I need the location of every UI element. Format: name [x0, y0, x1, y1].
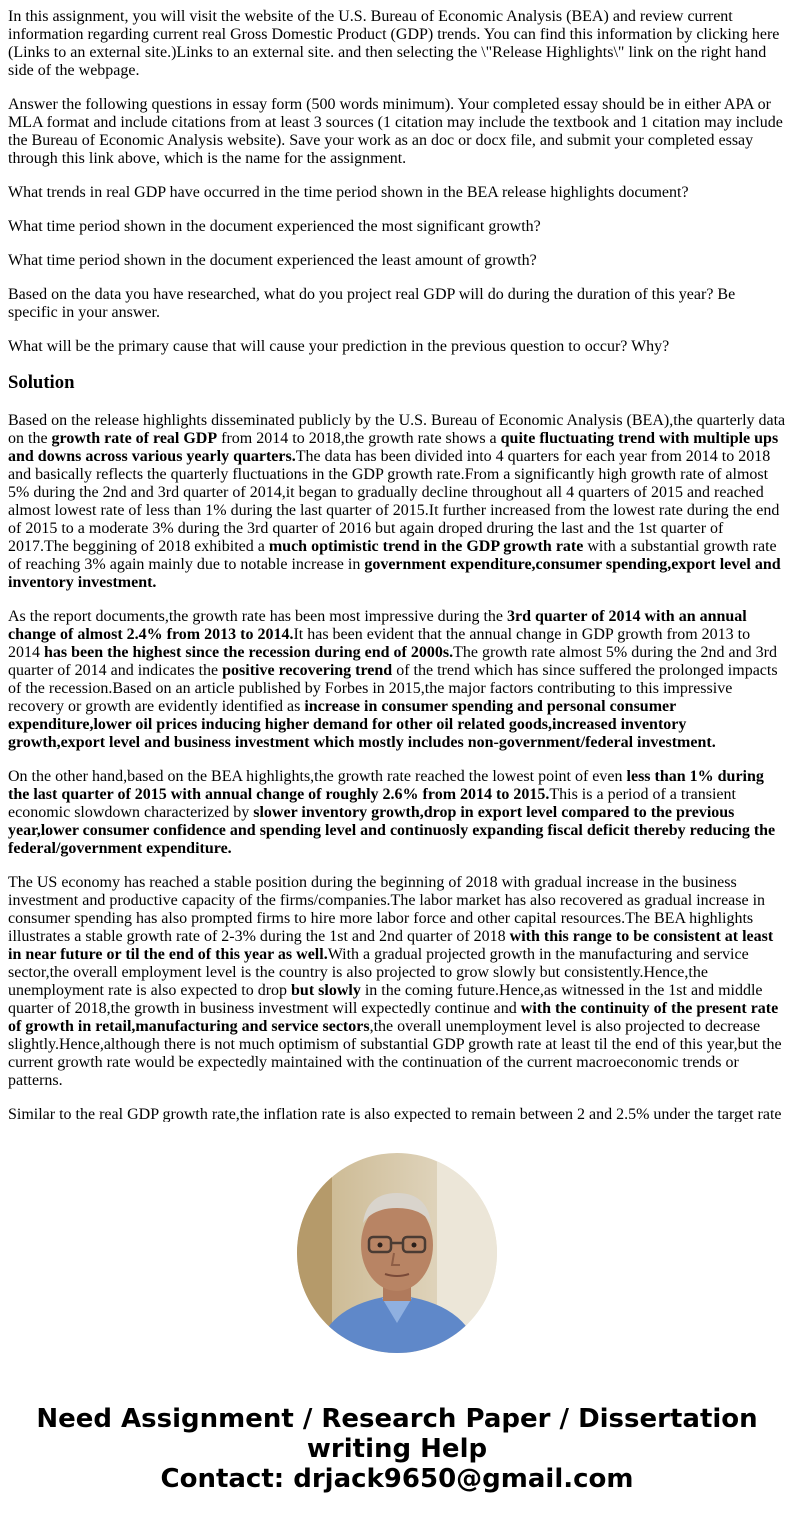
promo-contact: Contact: drjack9650@gmail.com	[160, 1464, 634, 1494]
promo-footer	[0, 1404, 794, 1494]
solution-paragraph-4: The US economy has reached a stable position during the beginning of 2018 with gradual increase in the business investment and productive capacity of the firms/companies.The labor market has also recovered as gradual increase in consumer spending has also prompted firms to hire more labor force and other capital resources.The BEA highlights illustrates a stable growth rate of 2-3% during the 1st and 2nd quarter of 2018 with this range to be consistent at least in near future or til the end of this year as well.With a gradual projected growth in the manufacturing and service sector,the overall employment level is the country is also projected to grow slowly but consistently.Hence,the unemployment rate is also expected to drop but slowly in the coming future.Hence,as witnessed in the 1st and middle quarter of 2018,the growth in business investment will expectedly continue and with the continuity of the present rate of growth in retail,manufacturing and service sectors,the overall unemployment level is also projected to decrease slightly.Hence,although there is not much optimism of substantial GDP growth rate at least til the end of this year,but the current growth rate would be expectedly maintained with the continuation of the current macroeconomic trends or patterns.	[8, 874, 782, 1089]
solution-paragraph-2: As the report documents,the growth rate has been most impressive during the 3rd quarter of 2014 with an annual change of almost 2.4% from 2013 to 2014.It has been evident that the annual change in GDP growth from 2013 to 2014 has been the highest since the recession during end of 2000s.The growth rate almost 5% during the 2nd and 3rd quarter of 2014 and indicates the positive recovering trend of the trend which has since suffered the prolonged impacts of the recession.Based on an article published by Forbes in 2015,the major factors contributing to this impressive recovery or growth are evidently identified as increase in consumer spending and personal consumer expenditure,lower oil prices inducing higher demand for other oil related goods,increased inventory growth,export level and business investment which mostly includes non-government/federal investment.	[8, 608, 778, 751]
promo-line-2: writing Help	[306, 1434, 488, 1464]
document-body	[8, 8, 786, 1122]
tutor-avatar	[297, 1153, 497, 1353]
question-2: What time period shown in the document experienced the most significant growth?	[8, 218, 541, 235]
tutor-photo	[297, 1153, 497, 1353]
question-1: What trends in real GDP have occurred in the time period shown in the BEA release highlights document?	[8, 184, 689, 201]
solution-paragraph-5: Similar to the real GDP growth rate,the inflation rate is also expected to remain between 2 and 2.5% under the target rate	[8, 1106, 782, 1122]
promo-line-1: Need Assignment / Research Paper / Dissertation	[36, 1404, 758, 1434]
solution-paragraph-3: On the other hand,based on the BEA highlights,the growth rate reached the lowest point of even less than 1% during the last quarter of 2015 with annual change of roughly 2.6% from 2014 to 2015.This is a period of a transient economic slowdown characterized by slower inventory growth,drop in export level compared to the previous year,lower consumer confidence and spending level and continuosly expanding fiscal deficit thereby reducing the federal/government expenditure.	[8, 768, 776, 857]
question-5: What will be the primary cause that will cause your prediction in the previous question to occur? Why?	[8, 338, 670, 355]
intro-paragraph-1: In this assignment, you will visit the website of the U.S. Bureau of Economic Analysis (BEA) and review current information regarding current real Gross Domestic Product (GDP) trends. You can find this information by clicking here (Links to an external site.)Links to an external site. and then selecting the \"Release Highlights\" link on the right hand side of the webpage.	[8, 8, 780, 79]
question-3: What time period shown in the document experienced the least amount of growth?	[8, 252, 537, 269]
solution-heading: Solution	[8, 372, 75, 393]
solution-paragraph-1: Based on the release highlights disseminated publicly by the U.S. Bureau of Economic Analysis (BEA),the quarterly data on the growth rate of real GDP from 2014 to 2018,the growth rate shows a quite fluctuating trend with multiple ups and downs across various yearly quarters.The data has been divided into 4 quarters for each year from 2014 to 2018 and basically reflects the quarterly fluctuations in the GDP growth rate.From a significantly high growth rate of almost 5% during the 2nd and 3rd quarter of 2014,it began to gradually decline throughout all 4 quarters of 2015 and reached almost lowest rate of less than 1% during the last quarter of 2015.It further increased from the lowest rate during the end of 2015 to a moderate 3% during the 3rd quarter of 2016 but again droped druring the last and the 1st quarter of 2017.The beggining of 2018 exhibited a much optimistic trend in the GDP growth rate with a substantial growth rate of reaching 3% again mainly due to notable increase in government expenditure,consumer spending,export level and inventory investment.	[8, 412, 786, 591]
intro-paragraph-2: Answer the following questions in essay form (500 words minimum). Your completed essay should be in either APA or MLA format and include citations from at least 3 sources (1 citation may include the textbook and 1 citation may include the Bureau of Economic Analysis website). Save your work as an doc or docx file, and submit your completed essay through this link above, which is the name for the assignment.	[8, 96, 783, 167]
question-4: Based on the data you have researched, what do you project real GDP will do during the duration of this year? Be specific in your answer.	[8, 286, 736, 321]
